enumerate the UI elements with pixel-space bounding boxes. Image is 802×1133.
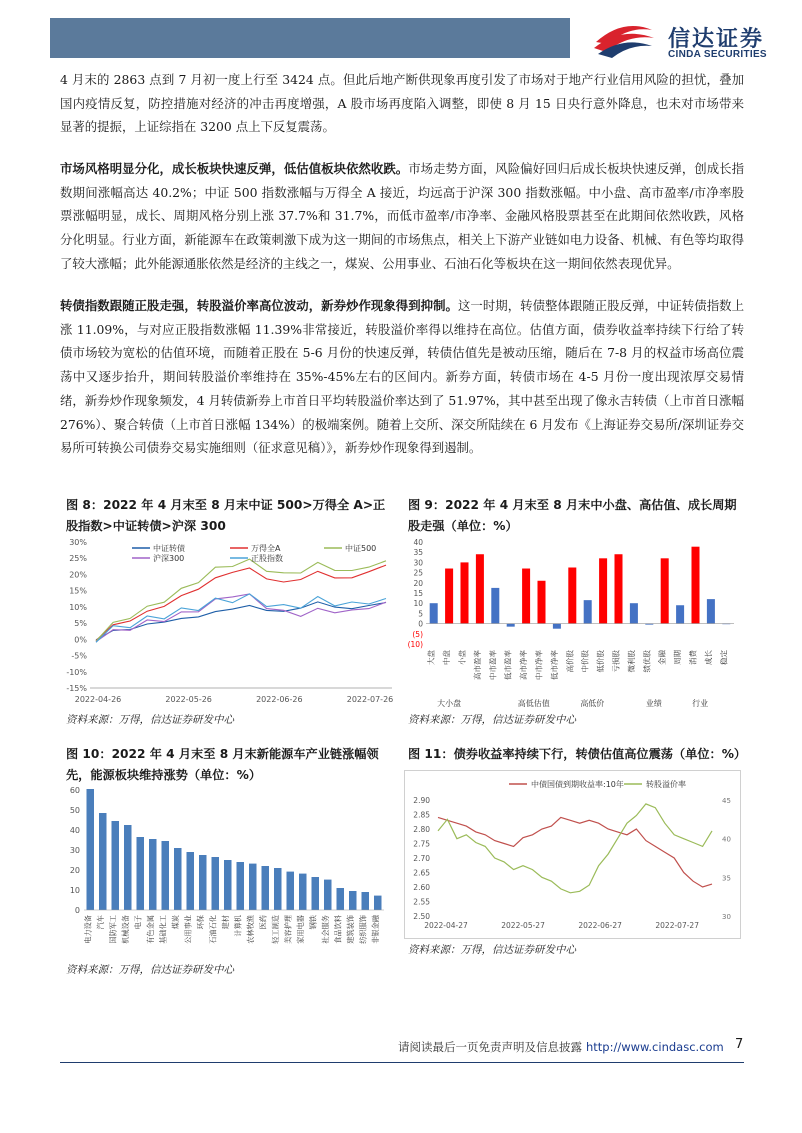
category-label: 基础化工	[158, 915, 168, 944]
category-label: 电力设备	[83, 915, 93, 944]
bar-6	[162, 841, 170, 910]
bar-2	[112, 821, 120, 910]
x-tick-label: 2022-05-26	[165, 695, 212, 704]
category-label: 美容护理	[283, 915, 293, 944]
y-tick-label: 0%	[74, 635, 87, 645]
figure-8-source: 资料来源：万得，信达证券研发中心	[66, 714, 234, 726]
y-tick-label: 10%	[69, 602, 87, 612]
bar-15	[661, 558, 669, 623]
category-label: 中市盈率	[488, 650, 498, 680]
bar-17	[299, 874, 307, 910]
category-label: 煤炭	[170, 915, 180, 930]
category-label: 稳定	[719, 650, 729, 665]
category-label: 成长	[703, 650, 713, 665]
category-label: 微利股	[626, 650, 636, 673]
y-tick-label: 25%	[69, 554, 87, 564]
category-label: 建材	[220, 915, 230, 930]
series-line-0	[438, 817, 712, 887]
group-label: 高低估值	[517, 699, 550, 708]
paragraph-market-review: 4 月末的 2863 点到 7 月初一度上行至 3424 点。但此后地产断供现象再度引发了市场对于地产行业信用风险的担忧，叠加国内疫情反复，防控措施对经济的冲击再度增强，A 股市场再度陷入调整，即使 8 月 15 日央行意外降息，也未对市场带来显著的提振，上证综指在 3200 点上下反复震荡。	[60, 72, 744, 135]
legend-label-3: 沪深300	[153, 554, 185, 563]
figure-8-title: 图 8：2022 年 4 月末至 8 月末中证 500>万得全 A>正股指数>中证转债>沪深 300	[66, 498, 386, 533]
category-label: 亏损股	[611, 650, 621, 673]
bar-0	[87, 789, 95, 910]
figure-9-title: 图 9：2022 年 4 月末至 8 月末中小盘、高估值、成长周期股走强（单位：%）	[408, 498, 737, 533]
series-line-1	[438, 804, 712, 893]
x-tick-label: 2022-04-26	[74, 695, 122, 704]
figure-10-svg	[62, 786, 398, 960]
bar-9	[199, 855, 207, 910]
footer-disclaimer	[398, 1039, 724, 1055]
y-tick-label: 40	[69, 826, 80, 835]
y-left-tick-label: 2.80	[413, 825, 430, 834]
bar-14	[262, 866, 270, 910]
bar-13	[249, 864, 257, 910]
x-tick-label: 2022-06-27	[578, 921, 622, 930]
category-label: 小盘	[457, 650, 467, 665]
category-label: 中市净率	[534, 650, 544, 680]
y-tick-label: -5%	[71, 651, 87, 661]
category-label: 有色金属	[145, 915, 155, 944]
category-label: 大盘	[426, 650, 436, 665]
bar-11	[224, 860, 232, 910]
category-label: 绩优股	[642, 650, 652, 673]
x-tick-label: 2022-06-26	[256, 695, 303, 704]
bar-8	[553, 624, 561, 629]
logo-english-name: CINDA SECURITIES	[668, 49, 767, 60]
legend-label-1: 转股溢价率	[646, 780, 686, 789]
bar-11	[599, 558, 607, 623]
bar-17	[691, 547, 699, 624]
bar-3	[124, 825, 132, 910]
bar-16	[287, 872, 295, 910]
y-tick-label: 30%	[69, 538, 87, 547]
series-line-4	[96, 594, 386, 642]
x-tick-label: 2022-07-27	[655, 921, 699, 930]
series-line-1	[96, 565, 386, 640]
bar-16	[676, 605, 684, 623]
y-tick-label: (5)	[412, 629, 423, 639]
chart-frame	[405, 771, 741, 939]
bar-21	[349, 891, 357, 910]
footer-disclaimer-text: 请阅读最后一页免责声明及信息披露	[398, 1040, 582, 1054]
y-tick-label: -10%	[66, 667, 87, 677]
logo-chinese-name: 信达证券	[668, 27, 765, 52]
paragraph-convertible-bonds	[60, 294, 744, 460]
category-label: 电子	[133, 915, 143, 930]
bar-1	[445, 569, 453, 624]
y-left-tick-label: 2.90	[413, 796, 430, 805]
x-tick-label: 2022-07-26	[346, 695, 394, 704]
figure-9-chart	[404, 538, 740, 714]
y-left-tick-label: 2.50	[413, 912, 430, 921]
category-label: 国防军工	[108, 915, 118, 944]
footer-website-link[interactable]: http://www.cindasc.com	[586, 1040, 724, 1054]
y-left-tick-label: 2.65	[413, 868, 430, 878]
category-label: 环保	[195, 915, 205, 930]
category-label: 社会服务	[320, 915, 330, 944]
group-label: 大小盘	[437, 699, 462, 708]
paragraph-style-lead: 市场风格明显分化，成长板块快速反弹，低估值板块依然收跌。	[60, 161, 409, 176]
footer-divider	[60, 1062, 744, 1063]
bar-22	[362, 892, 370, 910]
figure-11-chart	[404, 770, 742, 944]
bar-12	[237, 862, 245, 910]
paragraph-style-body: 市场走势方面，风险偏好回归后成长板块快速反弹，创成长指数期间涨幅高达 40.2%；中证 500 指数涨幅与万得全 A 接近，均远高于沪深 300 指数涨幅。中小盘、高市盈率/市净率股票涨幅明显，成长、周期风格分别上涨 37.7%和 31.7%，而低市盈率/市净率、金融风格股票甚至在此期间依然收跌，风格分化明显。行业方面，新能源车在政策刺激下成为这一期间的市场焦点，相关上下游产业链如电力设备、机械、有色等均取得了较大涨幅；此外能源通胀依然是经济的主线之一，煤炭、公用事业、石油石化等板块在这一期间依然表现优异。	[60, 161, 745, 271]
category-label: 汽车	[95, 915, 105, 930]
y-right-tick-label: 35	[722, 874, 731, 883]
bar-1	[99, 813, 107, 910]
category-label: 公用事业	[183, 915, 193, 944]
category-label: 高价股	[565, 650, 575, 673]
bar-10	[212, 857, 220, 910]
category-label: 中价股	[580, 650, 590, 673]
bar-19	[324, 880, 332, 910]
legend-label-0: 中债国债到期收益率:10年	[531, 780, 624, 789]
bar-0	[430, 603, 438, 623]
group-label: 业绩	[645, 699, 662, 708]
bar-15	[274, 868, 282, 910]
figure-11-title: 图 11：债券收益率持续下行，转债估值高位震荡（单位：%）	[408, 747, 747, 761]
y-tick-label: 40	[413, 538, 423, 547]
bar-4	[491, 588, 499, 624]
company-logo	[588, 16, 788, 66]
category-label: 轻工制造	[270, 915, 280, 944]
bar-10	[584, 600, 592, 623]
y-tick-label: 5	[418, 609, 423, 619]
bar-18	[707, 599, 715, 623]
y-right-tick-label: 40	[722, 835, 731, 844]
y-tick-label: -15%	[66, 684, 87, 693]
x-tick-label: 2022-05-27	[501, 921, 545, 930]
figure-10-chart	[62, 786, 398, 964]
y-left-tick-label: 2.75	[413, 839, 430, 849]
bar-13	[630, 603, 638, 623]
bar-4	[137, 837, 145, 910]
category-label: 医药	[258, 915, 268, 930]
y-tick-label: 0	[418, 619, 423, 629]
figure-8-chart	[62, 536, 398, 712]
y-left-tick-label: 2.55	[413, 897, 430, 907]
y-left-tick-label: 2.85	[413, 810, 430, 820]
y-tick-label: 20%	[69, 570, 87, 580]
y-left-tick-label: 2.70	[413, 854, 430, 863]
x-tick-label: 2022-04-27	[424, 921, 468, 930]
y-tick-label: (10)	[407, 640, 423, 649]
bar-9	[568, 568, 576, 624]
figure-11-svg	[404, 770, 742, 940]
y-tick-label: 15%	[69, 586, 87, 596]
bar-7	[174, 848, 182, 910]
category-label: 周期	[673, 650, 683, 665]
category-label: 食品饮料	[333, 915, 343, 944]
category-label: 中盘	[442, 650, 452, 665]
category-label: 石油石化	[208, 915, 218, 944]
bar-12	[614, 554, 622, 623]
category-label: 建筑装饰	[345, 915, 355, 944]
bar-18	[312, 877, 320, 910]
y-right-tick-label: 45	[722, 797, 731, 805]
y-tick-label: 10	[413, 599, 423, 609]
figure-10-source: 资料来源：万得，信达证券研发中心	[66, 964, 234, 976]
legend-label-4: 正股指数	[251, 554, 283, 563]
paragraph-style-divergence	[60, 157, 744, 276]
bar-2	[460, 562, 468, 623]
group-label: 高低价	[580, 699, 605, 708]
y-tick-label: 5%	[74, 619, 87, 629]
category-label: 家用电器	[295, 915, 305, 944]
category-label: 计算机	[233, 915, 243, 937]
category-label: 高市净率	[519, 650, 529, 680]
y-tick-label: 60	[69, 786, 80, 795]
series-line-2	[96, 559, 386, 641]
figure-11-source: 资料来源：万得，信达证券研发中心	[408, 944, 576, 956]
legend-label-1: 万得全A	[251, 544, 281, 553]
category-label: 高市盈率	[472, 650, 482, 680]
figure-10-title: 图 10：2022 年 4 月末至 8 月末新能源车产业链涨幅领先，能源板块维持涨势（单位：%）	[66, 747, 379, 782]
bar-7	[537, 581, 545, 624]
y-tick-label: 30	[413, 558, 423, 568]
y-tick-label: 15	[413, 589, 423, 598]
y-tick-label: 20	[413, 578, 423, 588]
y-tick-label: 25	[413, 568, 423, 578]
header-bar	[50, 18, 570, 58]
bar-3	[476, 554, 484, 623]
category-label: 非银金融	[370, 915, 380, 944]
legend-label-2: 中证500	[345, 544, 377, 553]
figure-9-svg	[404, 538, 740, 710]
category-label: 纺织服饰	[358, 915, 368, 944]
paragraph-cb-body: 这一时期，转债整体跟随正股反弹，中证转债指数上涨 11.09%，与对应正股指数涨幅 11.39%非常接近，转股溢价率得以维持在高位。估值方面，债券收益率持续下行给了转债市场较为宽松的估值环境，而随着正股在 5-6 月份的快速反弹，转债估值先是被动压缩，随后在 7-8 月的权益市场高位震荡中又逐步抬升，期间转股溢价率维持在 35%-45%左右的区间内。新券方面，转债市场在 4-5 月份一度出现浓厚交易情绪，新券炒作现象频发，4 月转债新券上市首日平均转股溢价率达到了 51.97%，其中甚至出现了像永吉转债（上市首日涨幅 276%）、聚合转债（上市首日涨幅 134%）的极端案例。随着上交所、深交所陆续在 6 月发布《上海证券交易所/深圳证券交易所可转换公司债券交易实施细则（征求意见稿）》，新券炒作现象得到遏制。	[60, 298, 745, 456]
category-label: 农林牧渔	[245, 915, 255, 944]
legend-label-0: 中证转债	[153, 544, 185, 553]
y-tick-label: 0	[74, 906, 80, 915]
paragraph-cb-lead: 转债指数跟随正股走强，转股溢价率高位波动，新券炒作现象得到抑制。	[60, 298, 458, 313]
bar-6	[522, 569, 530, 624]
category-label: 金融	[657, 650, 667, 665]
category-label: 钢铁	[308, 915, 318, 930]
bar-20	[337, 888, 345, 910]
group-label: 行业	[692, 699, 709, 708]
figure-9-source: 资料来源：万得，信达证券研发中心	[408, 714, 576, 726]
category-label: 机械设备	[120, 915, 130, 944]
y-tick-label: 30	[69, 846, 80, 855]
bar-23	[374, 896, 382, 910]
y-tick-label: 10	[69, 886, 80, 895]
y-right-tick-label: 30	[722, 913, 731, 921]
bar-8	[187, 852, 195, 910]
y-tick-label: 50	[69, 806, 80, 815]
page-number: 7	[735, 1037, 744, 1052]
series-line-3	[96, 594, 386, 642]
y-left-tick-label: 2.60	[413, 883, 430, 892]
category-label: 低价股	[596, 650, 606, 673]
category-label: 消费	[688, 650, 698, 665]
y-tick-label: 35	[413, 548, 423, 558]
bar-5	[149, 839, 157, 910]
y-tick-label: 20	[69, 866, 80, 875]
figure-8-svg	[62, 536, 398, 708]
category-label: 低市净率	[549, 650, 559, 680]
category-label: 低市盈率	[503, 650, 513, 680]
logo-mark-icon	[588, 16, 658, 60]
bar-5	[507, 624, 515, 627]
